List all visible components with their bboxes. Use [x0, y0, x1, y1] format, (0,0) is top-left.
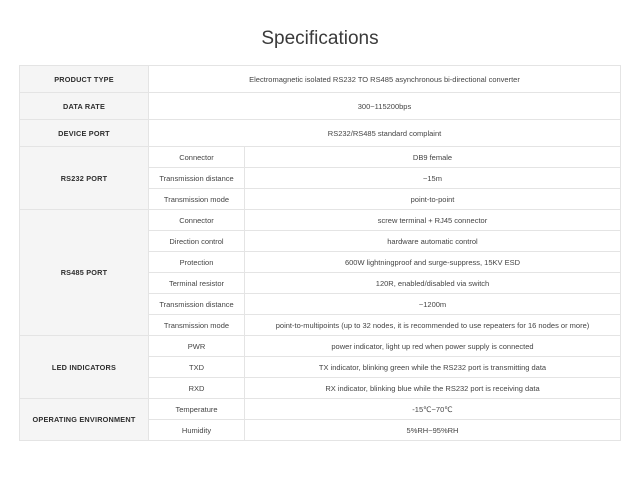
- row-name: Transmission mode: [149, 315, 245, 336]
- row-label-product-type: PRODUCT TYPE: [20, 66, 149, 93]
- group-label-rs485-port: RS485 PORT: [20, 210, 149, 336]
- row-name: Protection: [149, 252, 245, 273]
- row-name: Direction control: [149, 231, 245, 252]
- row-label-device-port: DEVICE PORT: [20, 120, 149, 147]
- row-value-device-port: RS232/RS485 standard complaint: [149, 120, 621, 147]
- group-label-operating-environment: OPERATING ENVIRONMENT: [20, 399, 149, 441]
- row-value: -15℃~70℃: [245, 399, 621, 420]
- row-value: RX indicator, blinking blue while the RS232 port is receiving data: [245, 378, 621, 399]
- row-name: Transmission distance: [149, 168, 245, 189]
- row-value: hardware automatic control: [245, 231, 621, 252]
- row-value: DB9 female: [245, 147, 621, 168]
- row-name: Transmission mode: [149, 189, 245, 210]
- row-label-data-rate: DATA RATE: [20, 93, 149, 120]
- row-name: Terminal resistor: [149, 273, 245, 294]
- row-name: RXD: [149, 378, 245, 399]
- table-row: [20, 120, 621, 147]
- table-row: [20, 210, 621, 231]
- row-value-data-rate: 300~115200bps: [149, 93, 621, 120]
- table-row: [20, 66, 621, 93]
- row-name: PWR: [149, 336, 245, 357]
- row-name: Temperature: [149, 399, 245, 420]
- row-value: 600W lightningproof and surge-suppress, 15KV ESD: [245, 252, 621, 273]
- specifications-table: [19, 65, 621, 441]
- row-value: TX indicator, blinking green while the RS232 port is transmitting data: [245, 357, 621, 378]
- row-value: screw terminal + RJ45 connector: [245, 210, 621, 231]
- row-name: Humidity: [149, 420, 245, 441]
- group-label-rs232-port: RS232 PORT: [20, 147, 149, 210]
- row-value: 120R, enabled/disabled via switch: [245, 273, 621, 294]
- table-row: [20, 399, 621, 420]
- row-value-product-type: Electromagnetic isolated RS232 TO RS485 asynchronous bi-directional converter: [149, 66, 621, 93]
- page-title: Specifications: [261, 28, 379, 49]
- table-row: [20, 147, 621, 168]
- table-row: [20, 336, 621, 357]
- row-name: Connector: [149, 210, 245, 231]
- row-value: power indicator, light up red when power supply is connected: [245, 336, 621, 357]
- row-value: ~1200m: [245, 294, 621, 315]
- row-name: TXD: [149, 357, 245, 378]
- table-row: [20, 93, 621, 120]
- row-name: Transmission distance: [149, 294, 245, 315]
- row-value: point-to-multipoints (up to 32 nodes, it is recommended to use repeaters for 16 nodes or more): [245, 315, 621, 336]
- group-label-led-indicators: LED INDICATORS: [20, 336, 149, 399]
- row-value: point-to-point: [245, 189, 621, 210]
- row-value: 5%RH~95%RH: [245, 420, 621, 441]
- row-value: ~15m: [245, 168, 621, 189]
- row-name: Connector: [149, 147, 245, 168]
